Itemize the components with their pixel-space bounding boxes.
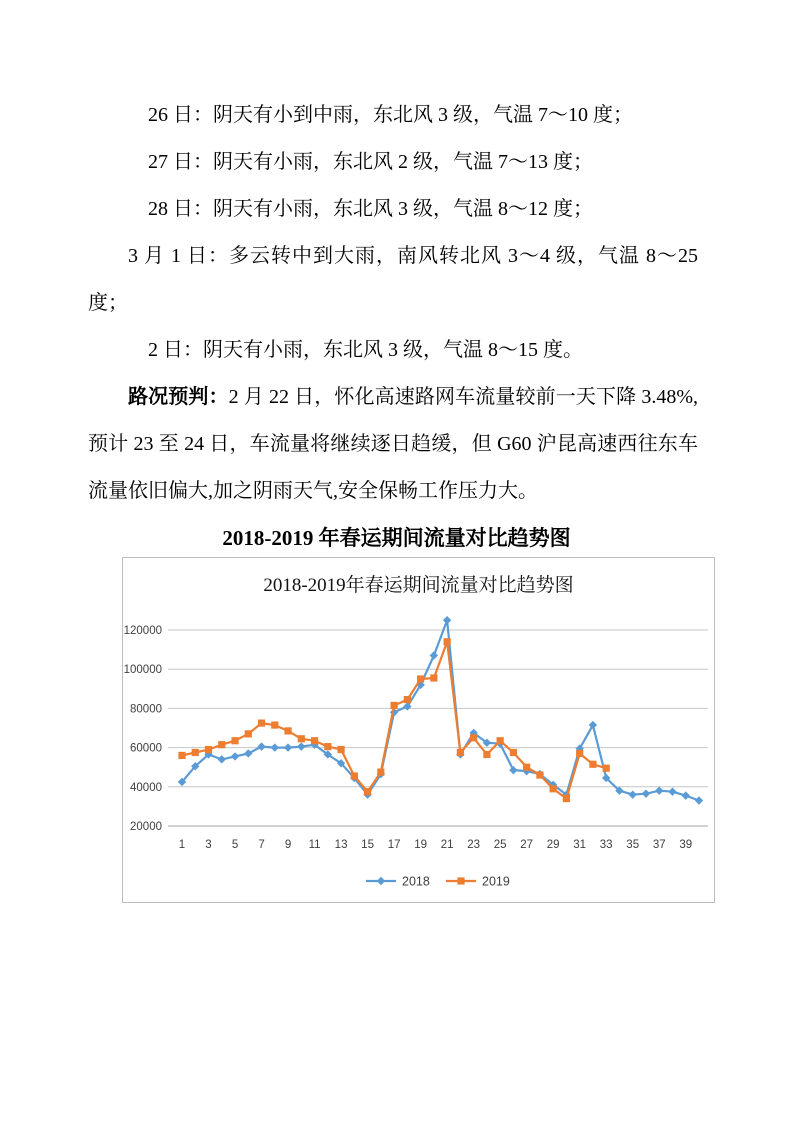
data-point-square bbox=[444, 638, 451, 645]
data-point-diamond bbox=[284, 743, 292, 751]
x-axis-tick-label: 29 bbox=[546, 839, 560, 851]
y-axis-tick-label: 40000 bbox=[130, 781, 162, 794]
x-axis-tick-label: 5 bbox=[231, 839, 239, 851]
data-point-square bbox=[483, 751, 490, 758]
data-point-square bbox=[536, 771, 543, 778]
data-point-square bbox=[205, 746, 212, 753]
data-point-square bbox=[417, 675, 424, 682]
x-axis-tick-label: 39 bbox=[679, 839, 693, 851]
data-point-square bbox=[337, 746, 344, 753]
data-point-diamond bbox=[271, 743, 279, 751]
data-point-square bbox=[497, 737, 504, 744]
data-point-square bbox=[457, 749, 464, 756]
data-point-diamond bbox=[231, 752, 239, 760]
x-axis-tick-label: 15 bbox=[361, 839, 374, 851]
data-point-square bbox=[245, 730, 252, 737]
data-point-diamond bbox=[655, 787, 663, 795]
data-point-square bbox=[603, 765, 610, 772]
y-axis-tick-label: 20000 bbox=[130, 821, 162, 833]
y-axis-tick-label: 80000 bbox=[130, 703, 162, 716]
legend-label-2018: 2018 bbox=[402, 874, 430, 889]
paragraph: 27 日：阴天有小雨，东北风 2 级，气温 7～13 度； bbox=[128, 151, 593, 173]
data-point-diamond bbox=[629, 790, 637, 798]
data-point-square bbox=[351, 772, 358, 779]
data-point-square bbox=[271, 721, 278, 728]
paragraph: 26 日：阴天有小到中雨，东北风 3 级，气温 7～10 度； bbox=[128, 104, 633, 126]
data-point-square bbox=[284, 727, 291, 734]
data-point-square bbox=[523, 764, 530, 771]
legend-label-2019: 2019 bbox=[482, 874, 510, 889]
data-point-diamond bbox=[695, 796, 703, 804]
x-axis-tick-label: 17 bbox=[387, 839, 401, 851]
y-axis-tick-label: 60000 bbox=[130, 742, 162, 755]
x-axis-tick-label: 33 bbox=[599, 839, 613, 851]
chart-title: 2018-2019年春运期间流量对比趋势图 bbox=[263, 575, 574, 596]
data-point-square bbox=[390, 702, 397, 709]
data-point-diamond bbox=[244, 749, 252, 757]
data-point-square bbox=[470, 734, 477, 741]
x-axis-tick-label: 31 bbox=[573, 839, 587, 851]
data-point-square bbox=[377, 769, 384, 776]
data-point-diamond bbox=[377, 877, 385, 885]
data-point-square bbox=[510, 749, 517, 756]
data-point-square bbox=[576, 750, 583, 757]
x-axis-tick-label: 9 bbox=[284, 839, 292, 851]
x-axis-tick-label: 7 bbox=[258, 839, 265, 851]
x-axis-tick-label: 23 bbox=[467, 839, 481, 851]
x-axis-tick-label: 35 bbox=[626, 839, 640, 851]
data-point-square bbox=[430, 674, 437, 681]
data-point-diamond bbox=[589, 721, 597, 729]
paragraph: 28 日：阴天有小雨，东北风 3 级，气温 8～12 度； bbox=[128, 198, 593, 220]
data-point-square bbox=[550, 785, 557, 792]
data-point-square bbox=[192, 749, 199, 756]
data-point-square bbox=[404, 696, 411, 703]
data-point-square bbox=[589, 761, 596, 768]
x-axis-tick-label: 21 bbox=[440, 839, 454, 851]
paragraph: 2 日：阴天有小雨，东北风 3 级，气温 8～15 度。 bbox=[128, 339, 583, 361]
data-point-diamond bbox=[509, 766, 517, 774]
data-point-diamond bbox=[218, 755, 226, 763]
x-axis-tick-label: 25 bbox=[493, 839, 507, 851]
data-point-diamond bbox=[257, 742, 265, 750]
x-axis-tick-label: 11 bbox=[308, 839, 321, 851]
series-line-2018 bbox=[182, 620, 699, 800]
paragraph: 3 月 1 日：多云转中到大雨，南风转北风 3～4 级，气温 8～25 度； bbox=[88, 245, 698, 314]
x-axis-tick-label: 37 bbox=[652, 839, 666, 851]
data-point-diamond bbox=[297, 742, 305, 750]
data-point-square bbox=[178, 752, 185, 759]
data-point-square bbox=[563, 795, 570, 802]
data-point-diamond bbox=[682, 791, 690, 799]
data-point-square bbox=[311, 737, 318, 744]
data-point-square bbox=[298, 735, 305, 742]
data-point-diamond bbox=[430, 651, 438, 659]
x-axis-tick-label: 13 bbox=[334, 839, 348, 851]
x-axis-tick-label: 19 bbox=[414, 839, 428, 851]
y-axis-tick-label: 120000 bbox=[123, 625, 162, 637]
y-axis-tick-label: 100000 bbox=[123, 664, 162, 677]
data-point-square bbox=[218, 741, 225, 748]
data-point-diamond bbox=[642, 789, 650, 797]
data-point-square bbox=[457, 877, 464, 884]
data-point-square bbox=[258, 720, 265, 727]
document-chart-caption: 2018-2019 年春运期间流量对比趋势图 bbox=[222, 526, 571, 550]
data-point-square bbox=[324, 743, 331, 750]
data-point-diamond bbox=[668, 788, 676, 796]
data-point-square bbox=[231, 737, 238, 744]
x-axis-tick-label: 1 bbox=[178, 839, 186, 851]
embedded-chart[interactable] bbox=[122, 557, 715, 903]
paragraph: 路况预判：2 月 22 日，怀化高速路网车流量较前一天下降 3.48%,预计 23 至 24 日，车流量将继续逐日趋缓，但 G60 沪昆高速西往东车流量依旧偏大,加之阴雨天气,安全保畅工作压力大。 bbox=[88, 386, 698, 502]
x-axis-tick-label: 3 bbox=[205, 839, 212, 851]
data-point-square bbox=[364, 788, 371, 795]
x-axis-tick-label: 27 bbox=[520, 839, 534, 851]
document-text bbox=[88, 92, 698, 515]
traffic-trend-chart bbox=[123, 558, 714, 902]
data-point-diamond bbox=[443, 616, 451, 624]
